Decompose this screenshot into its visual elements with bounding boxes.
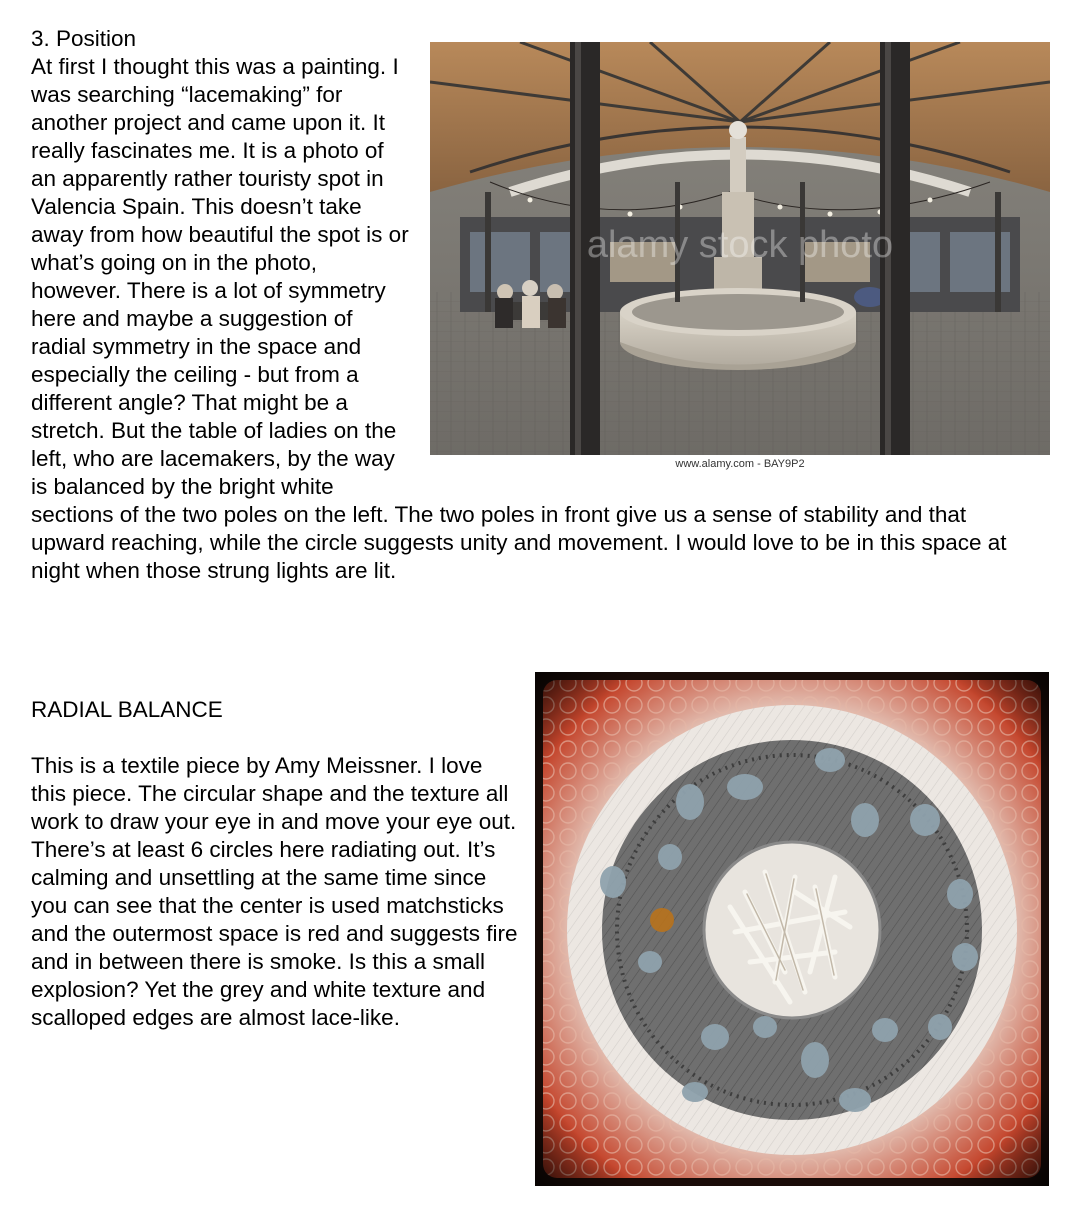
position-heading: 3. Position (31, 26, 137, 51)
photo-caption: www.alamy.com - BAY9P2 (675, 458, 805, 470)
textile-illustration (535, 672, 1049, 1186)
radial-balance-heading: RADIAL BALANCE (31, 697, 223, 722)
textile-artwork (535, 672, 1049, 1186)
photo-float-spacer (409, 25, 1031, 490)
position-section (31, 25, 1031, 585)
radial-balance-body: This is a textile piece by Amy Meissner. I love this piece. The circular shape and the texture all work to draw your eye in and move your eye out. There’s at least 6 circles here radiating out. It’s calming and unsettling at the same time since you can see that the center is used matchsticks and the outermost space is red and suggests fire and in between there is smoke. Is this a small explosion? Yet the grey and white texture and scalloped edges are almost lace-like. (31, 753, 518, 1030)
photo-watermark: alamy stock photo (586, 224, 894, 266)
position-body: At first I thought this was a painting. I was searching “lacemaking” for another project and came upon it. It really fascinates me. It is a photo of an apparently rather touristy spot in Valencia Spain. This doesn’t take away from how beautiful the spot is or what’s going on in the photo, however. There is a lot of symmetry here and maybe a suggestion of radial symmetry in the space and especially the ceiling - but from a different angle? That might be a stretch. But the table of ladies on the left, who are lacemakers, by the way is balanced by the bright white sections of the two poles on the left. The two poles in front give us a sense of stability and that upward reaching, while the circle suggests unity and movement. I would love to be in this space at night when those strung lights are lit. (31, 54, 1007, 583)
